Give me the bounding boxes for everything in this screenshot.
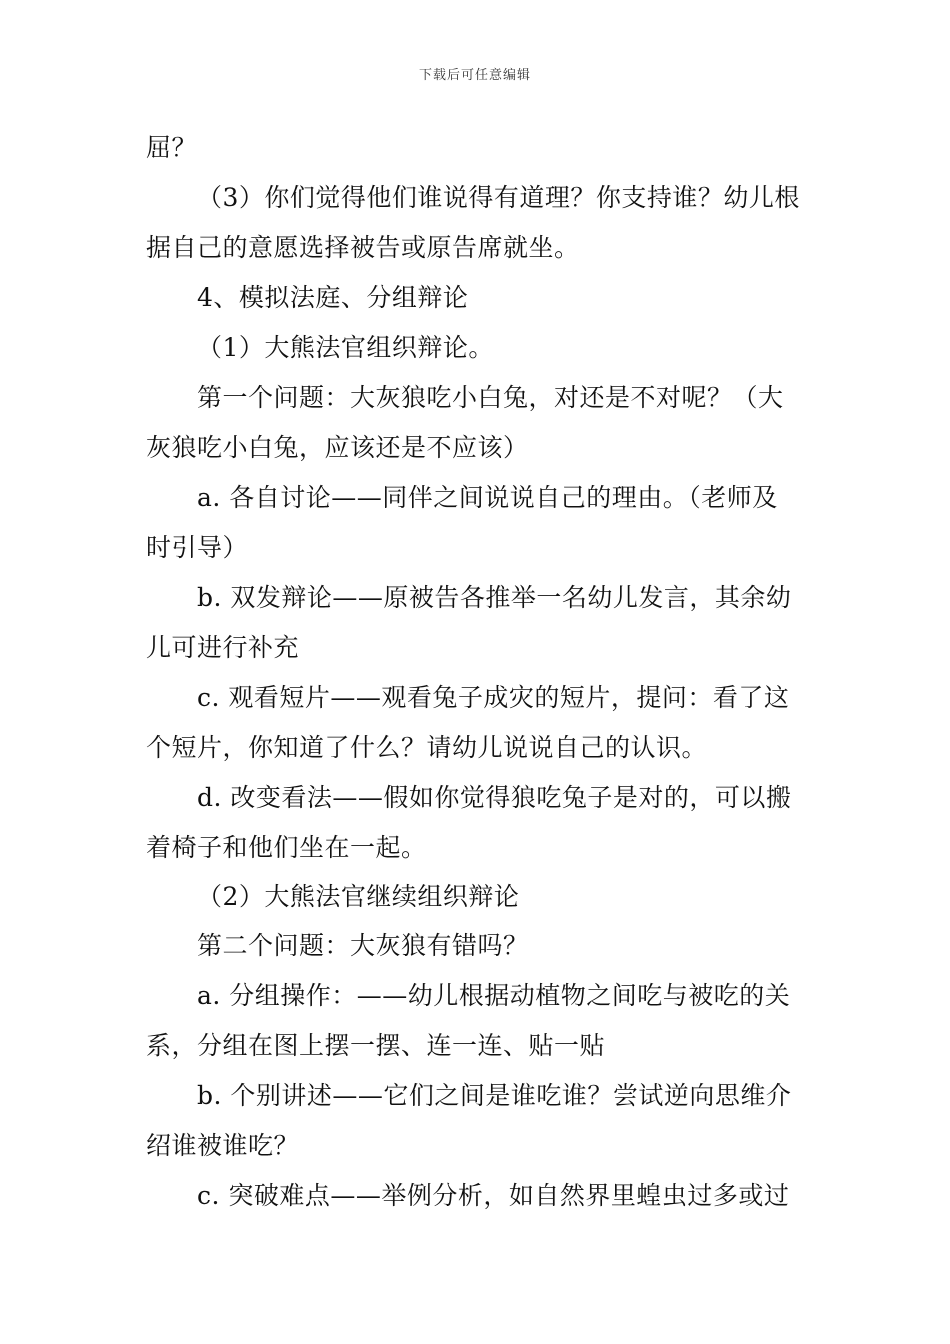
text-line: c. 突破难点——举例分析，如自然界里蝗虫过多或过 <box>197 1181 790 1210</box>
text-line: 系，分组在图上摆一摆、连一连、贴一贴 <box>146 1031 606 1060</box>
text-line: 据自己的意愿选择被告或原告席就坐。 <box>146 233 580 262</box>
text-line: b. 个别讲述——它们之间是谁吃谁？尝试逆向思维介 <box>197 1081 792 1110</box>
text-line: 时引导） <box>146 533 249 562</box>
text-line: 绍谁被谁吃？ <box>146 1131 300 1160</box>
text-line: a. 各自讨论——同伴之间说说自己的理由。（老师及 <box>197 483 778 512</box>
text-line: 4、模拟法庭、分组辩论 <box>197 283 469 312</box>
text-line: 着椅子和他们坐在一起。 <box>146 833 427 862</box>
text-line: a. 分组操作：——幼儿根据动植物之间吃与被吃的关 <box>197 981 791 1010</box>
text-line: （3）你们觉得他们谁说得有道理？你支持谁？幼儿根 <box>197 183 800 212</box>
text-line: 儿可进行补充 <box>146 633 300 662</box>
text-line: （2）大熊法官继续组织辩论 <box>197 882 520 911</box>
text-line: d. 改变看法——假如你觉得狼吃兔子是对的，可以搬 <box>197 783 792 812</box>
text-line: 第二个问题：大灰狼有错吗？ <box>197 931 529 960</box>
text-line: 第一个问题：大灰狼吃小白兔，对还是不对呢？（大 <box>197 383 784 412</box>
text-line: 个短片，你知道了什么？请幼儿说说自己的认识。 <box>146 733 708 762</box>
text-line: c. 观看短片——观看兔子成灾的短片，提问：看了这 <box>197 683 790 712</box>
text-line: 灰狼吃小白兔，应该还是不应该） <box>146 433 529 462</box>
text-line: （1）大熊法官组织辩论。 <box>197 333 494 362</box>
page-header: 下载后可任意编辑 <box>418 68 531 83</box>
text-line: 屈？ <box>146 133 198 162</box>
text-line: b. 双发辩论——原被告各推举一名幼儿发言，其余幼 <box>197 583 792 612</box>
